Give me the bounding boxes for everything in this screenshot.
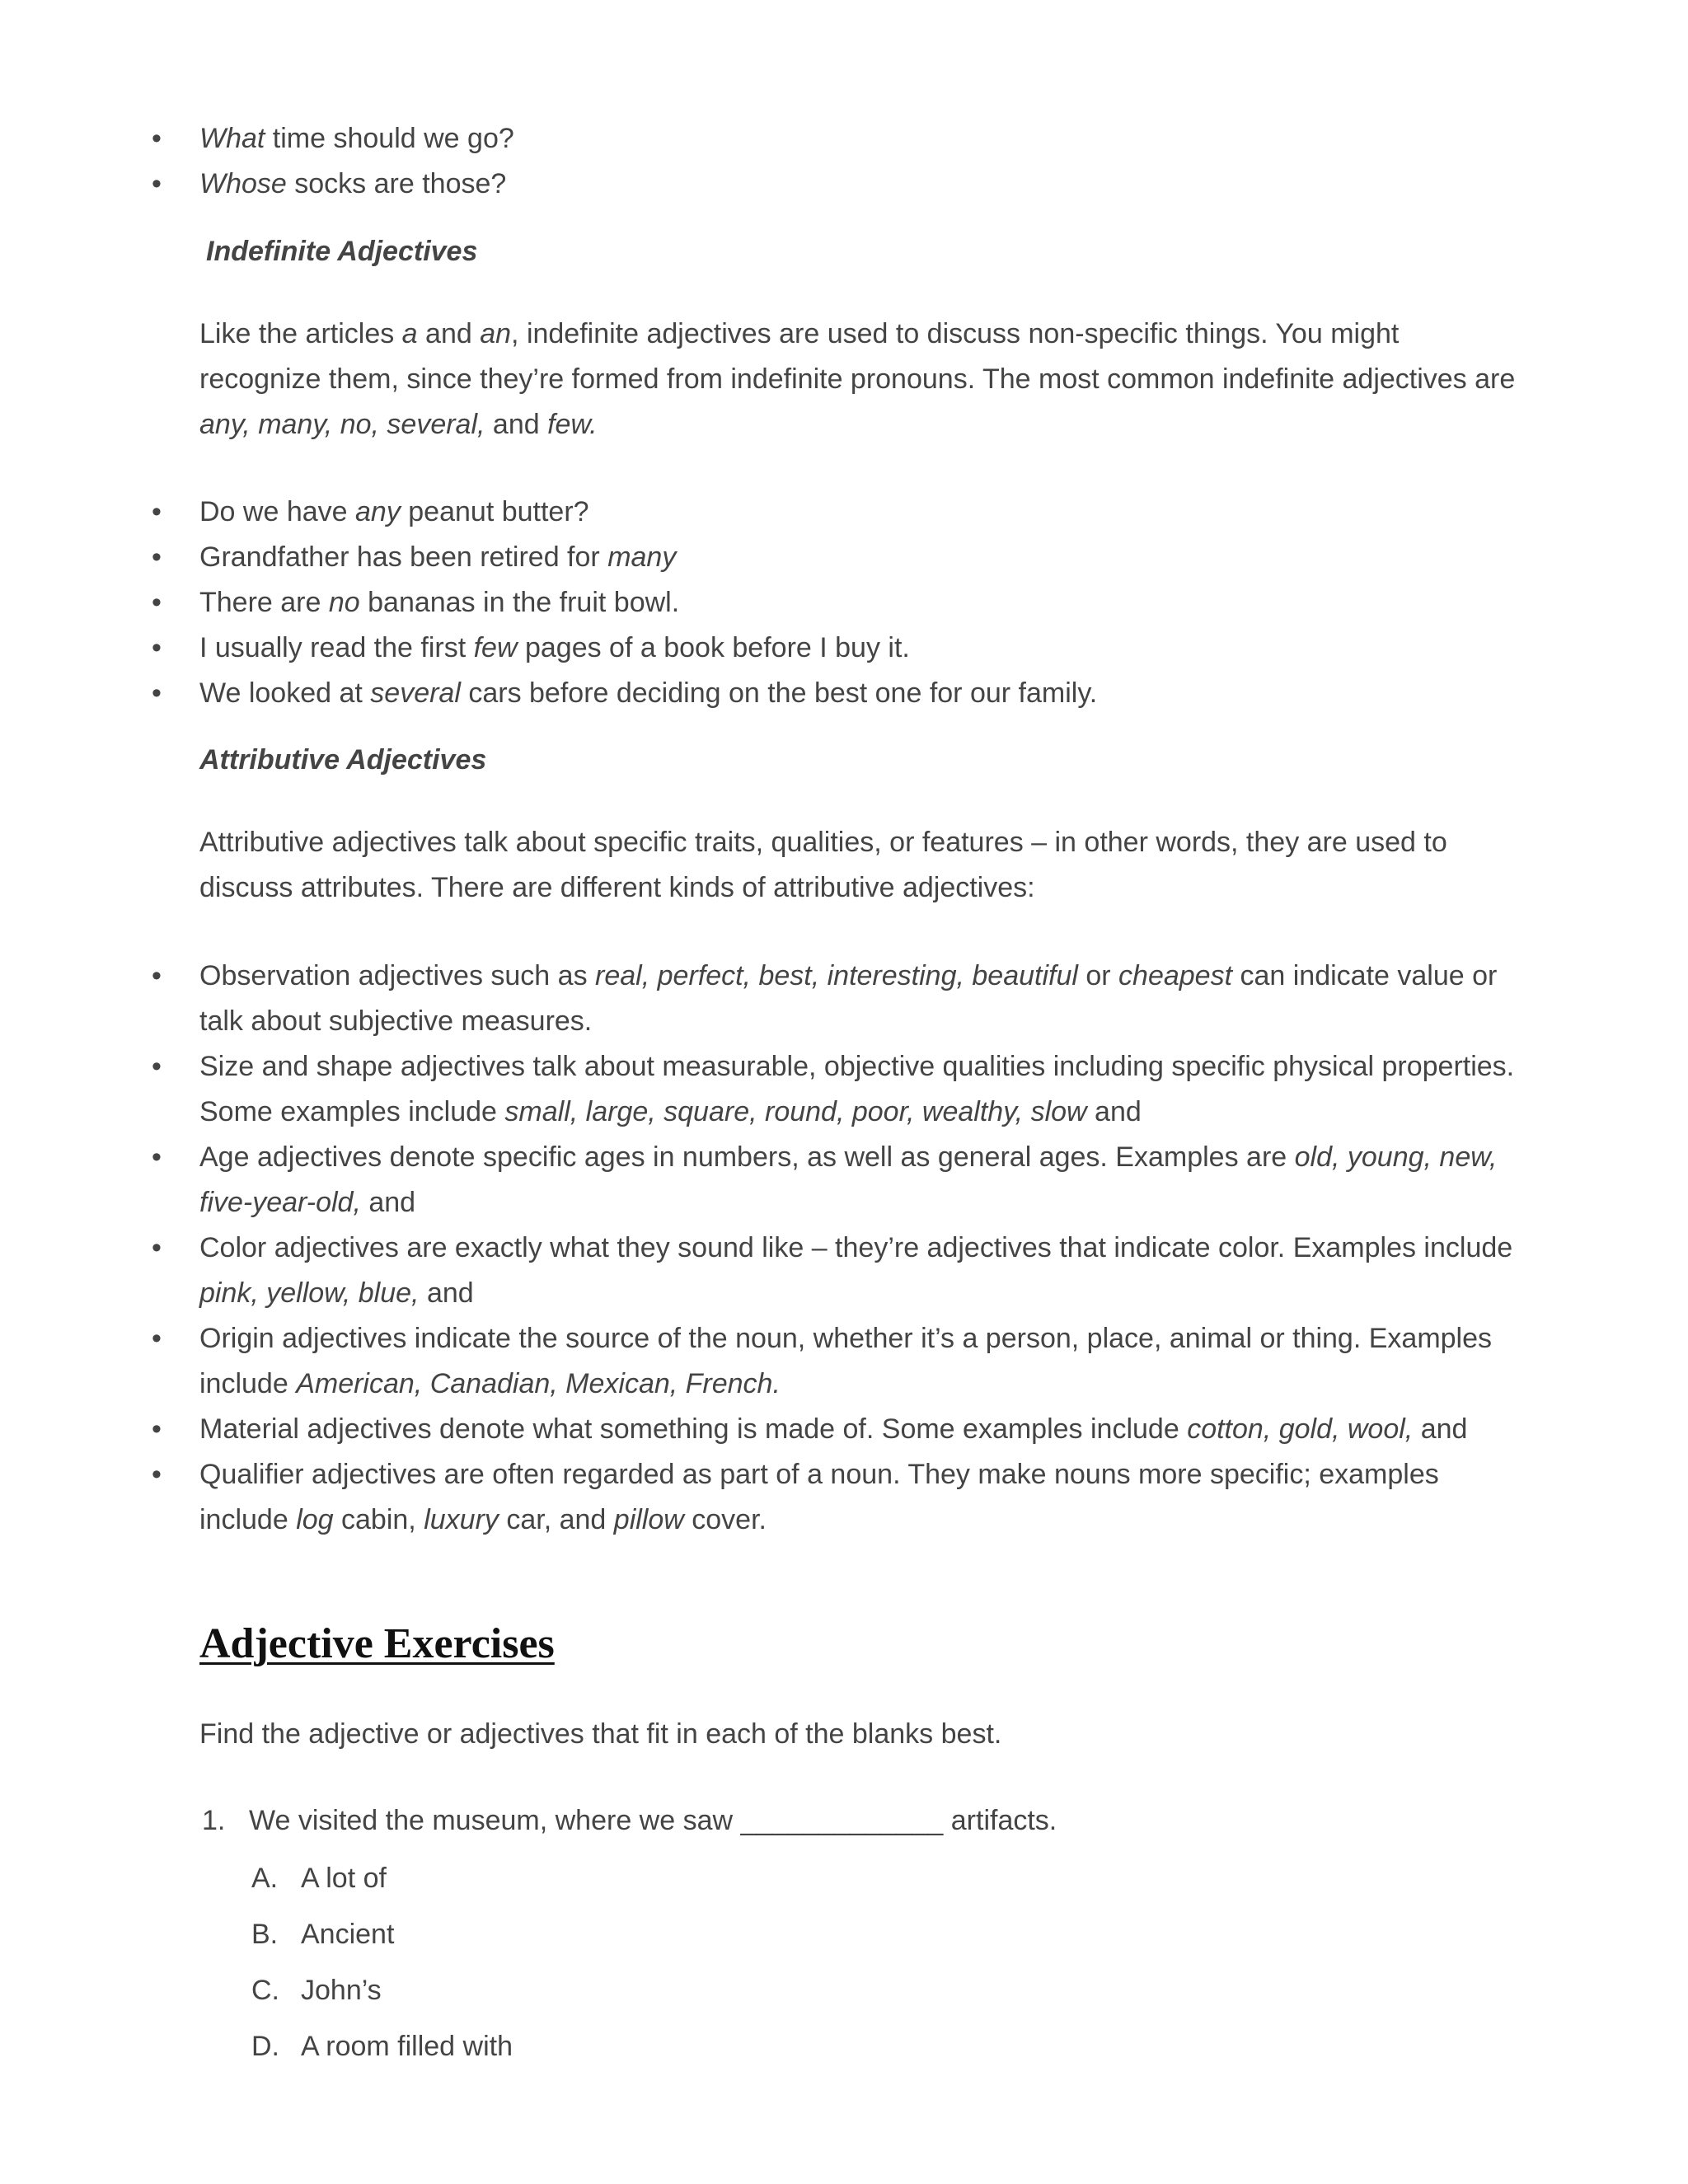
indefinite-paragraph xyxy=(0,312,1688,448)
bullet: • xyxy=(152,541,162,573)
text: or xyxy=(1077,960,1119,991)
text: many xyxy=(607,541,677,573)
text: car, and xyxy=(498,1504,614,1535)
list-item xyxy=(0,1452,1688,1543)
text: cheapest xyxy=(1118,960,1233,991)
text: real, perfect, best, interesting, beautiful xyxy=(595,960,1078,991)
question-text: We visited the museum, where we saw _____________ artifacts. xyxy=(249,1805,1057,1836)
example-text: socks are those? xyxy=(286,168,507,199)
text: Age adjectives denote specific ages in numbers, as well as general ages. Examples are xyxy=(199,1141,1295,1173)
attributive-paragraph: Attributive adjectives talk about specific traits, qualities, or features – in other words, they are used to discuss attributes. There are different kinds of attributive adjectives: xyxy=(199,827,1447,903)
text: any xyxy=(355,496,401,527)
text: and xyxy=(419,1277,474,1309)
bullet: • xyxy=(152,1323,162,1354)
bullet: • xyxy=(152,1232,162,1263)
bullet: • xyxy=(152,496,162,527)
list-item xyxy=(0,535,1688,580)
text: , indefinite adjectives are used to discuss non-specific things. You might recognize them, since they’re formed from indefinite pronouns. The most common indefinite adjectives are xyxy=(199,318,1516,395)
list-item xyxy=(0,162,1688,207)
text: We looked at xyxy=(199,677,371,709)
answer-option-c[interactable] xyxy=(0,1962,1688,2018)
list-item xyxy=(0,1316,1688,1407)
text: bananas in the fruit bowl. xyxy=(359,587,680,618)
attributive-adjectives-heading: Attributive Adjectives xyxy=(199,744,487,776)
option-text: Ancient xyxy=(301,1919,395,1950)
text: cover. xyxy=(683,1504,767,1535)
bullet: • xyxy=(152,1413,162,1445)
text: few xyxy=(473,632,518,663)
list-item xyxy=(0,671,1688,716)
list-item xyxy=(0,116,1688,162)
text: cars before deciding on the best one for our family. xyxy=(460,677,1098,709)
example-word: What xyxy=(199,123,265,154)
exercise-instructions: Find the adjective or adjectives that fit in each of the blanks best. xyxy=(199,1718,1002,1750)
adjective-exercises-heading: Adjective Exercises xyxy=(199,1620,555,1667)
option-text: A room filled with xyxy=(301,2031,513,2062)
text: Do we have xyxy=(199,496,355,527)
list-item xyxy=(0,1407,1688,1452)
answer-option-d[interactable] xyxy=(0,2018,1688,2074)
text: a xyxy=(401,318,418,349)
text: I usually read the first xyxy=(199,632,474,663)
text: small, large, square, round, poor, wealthy, slow xyxy=(504,1096,1087,1127)
indefinite-examples-list xyxy=(0,490,1688,716)
bullet: • xyxy=(152,168,162,199)
list-item xyxy=(0,1135,1688,1226)
text: pink, yellow, blue, xyxy=(199,1277,420,1309)
text: an xyxy=(480,318,512,349)
text: few. xyxy=(547,409,598,440)
bullet: • xyxy=(152,1459,162,1490)
option-letter: D. xyxy=(251,2031,279,2062)
text: old, young, new, five-year-old, xyxy=(199,1141,1498,1218)
text: several xyxy=(370,677,461,709)
interrogative-examples-list xyxy=(0,116,1688,207)
bullet: • xyxy=(152,677,162,709)
text: Like the articles xyxy=(199,318,402,349)
list-item xyxy=(0,490,1688,535)
list-item xyxy=(0,1044,1688,1135)
text: and xyxy=(360,1187,416,1218)
bullet: • xyxy=(152,632,162,663)
text: and xyxy=(1413,1413,1468,1445)
list-item xyxy=(0,954,1688,1044)
text: American, Canadian, Mexican, French. xyxy=(296,1368,781,1399)
answer-options xyxy=(0,1850,1688,2074)
text: cabin, xyxy=(333,1504,424,1535)
option-letter: C. xyxy=(251,1975,279,2006)
text: There are xyxy=(199,587,329,618)
bullet: • xyxy=(152,123,162,154)
option-text: A lot of xyxy=(301,1863,387,1894)
bullet: • xyxy=(152,1051,162,1082)
text: Size and shape adjectives talk about measurable, objective qualities including specific physical properties. Some examples include xyxy=(199,1051,1515,1127)
text: cotton, gold, wool, xyxy=(1187,1413,1414,1445)
option-letter: B. xyxy=(251,1919,279,1950)
attributive-types-list xyxy=(0,954,1688,1543)
indefinite-adjectives-heading: Indefinite Adjectives xyxy=(206,236,478,267)
list-item xyxy=(0,1226,1688,1316)
bullet: • xyxy=(152,1141,162,1173)
text: Observation adjectives such as xyxy=(199,960,596,991)
answer-option-a[interactable] xyxy=(0,1850,1688,1906)
text: log xyxy=(296,1504,334,1535)
question-1 xyxy=(0,1798,1688,1844)
text: and xyxy=(485,409,548,440)
text: pages of a book before I buy it. xyxy=(517,632,910,663)
example-word: Whose xyxy=(199,168,287,199)
text: Qualifier adjectives are often regarded as part of a noun. They make nouns more specific; examples include xyxy=(199,1459,1439,1535)
bullet: • xyxy=(152,960,162,991)
example-text: time should we go? xyxy=(265,123,514,154)
text: and xyxy=(1086,1096,1142,1127)
text: any, many, no, several, xyxy=(199,409,485,440)
text: Origin adjectives indicate the source of the noun, whether it’s a person, place, animal or thing. Examples include xyxy=(199,1323,1493,1399)
text: luxury xyxy=(424,1504,499,1535)
list-item xyxy=(0,626,1688,671)
text: no xyxy=(328,587,360,618)
text: Grandfather has been retired for xyxy=(199,541,608,573)
option-letter: A. xyxy=(251,1863,279,1894)
bullet: • xyxy=(152,587,162,618)
option-text: John’s xyxy=(301,1975,382,2006)
text: peanut butter? xyxy=(400,496,589,527)
text: Color adjectives are exactly what they sound like – they’re adjectives that indicate color. Examples include xyxy=(199,1232,1513,1263)
answer-option-b[interactable] xyxy=(0,1906,1688,1962)
question-number: 1. xyxy=(202,1805,226,1836)
text: and xyxy=(417,318,481,349)
text: Material adjectives denote what something is made of. Some examples include xyxy=(199,1413,1188,1445)
list-item xyxy=(0,580,1688,626)
text: can indicate value or talk about subjective measures. xyxy=(199,960,1498,1037)
text: pillow xyxy=(613,1504,684,1535)
